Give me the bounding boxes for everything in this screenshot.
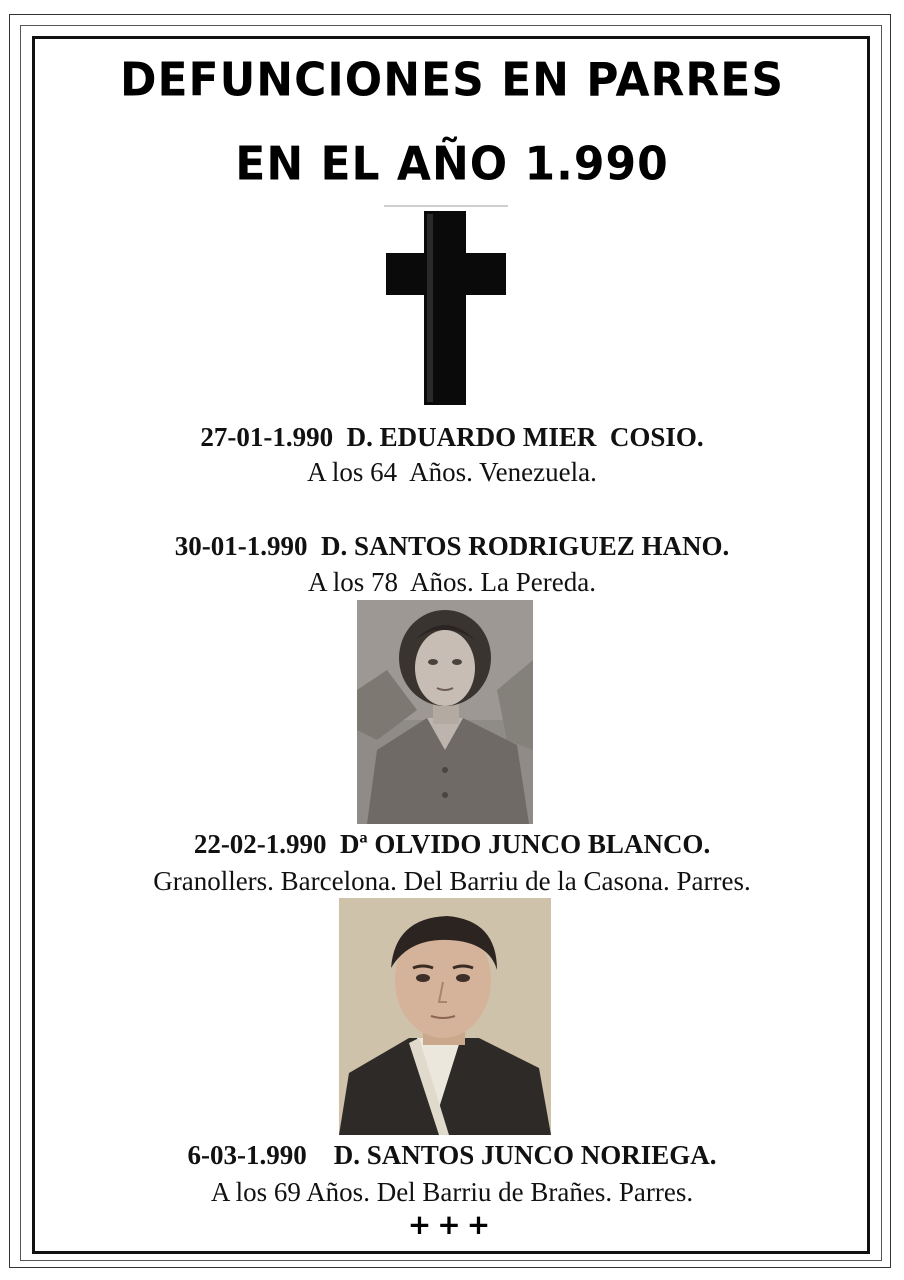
portrait-photo-man bbox=[339, 898, 551, 1135]
page-title-line-1: DEFUNCIONES EN PARRES bbox=[119, 53, 785, 108]
page-title-line-2: EN EL AÑO 1.990 bbox=[235, 137, 669, 192]
latin-cross-icon bbox=[384, 205, 508, 405]
entry-heading: 27-01-1.990 D. EDUARDO MIER COSIO. bbox=[200, 422, 704, 452]
entry-detail: Granollers. Barcelona. Del Barriu de la Casona. Parres. bbox=[153, 866, 751, 896]
entry-heading: 22-02-1.990 Dª OLVIDO JUNCO BLANCO. bbox=[193, 829, 711, 859]
entry-heading: 6-03-1.990 D. SANTOS JUNCO NORIEGA. bbox=[187, 1140, 717, 1170]
entry-detail: A los 69 Años. Del Barriu de Brañes. Parres. bbox=[210, 1177, 694, 1207]
closing-crosses: +++ bbox=[407, 1208, 497, 1241]
entry-detail: A los 64 Años. Venezuela. bbox=[307, 457, 597, 487]
portrait-photo-woman bbox=[357, 600, 533, 824]
entry-detail: A los 78 Años. La Pereda. bbox=[308, 567, 596, 597]
entry-heading: 30-01-1.990 D. SANTOS RODRIGUEZ HANO. bbox=[174, 531, 730, 561]
